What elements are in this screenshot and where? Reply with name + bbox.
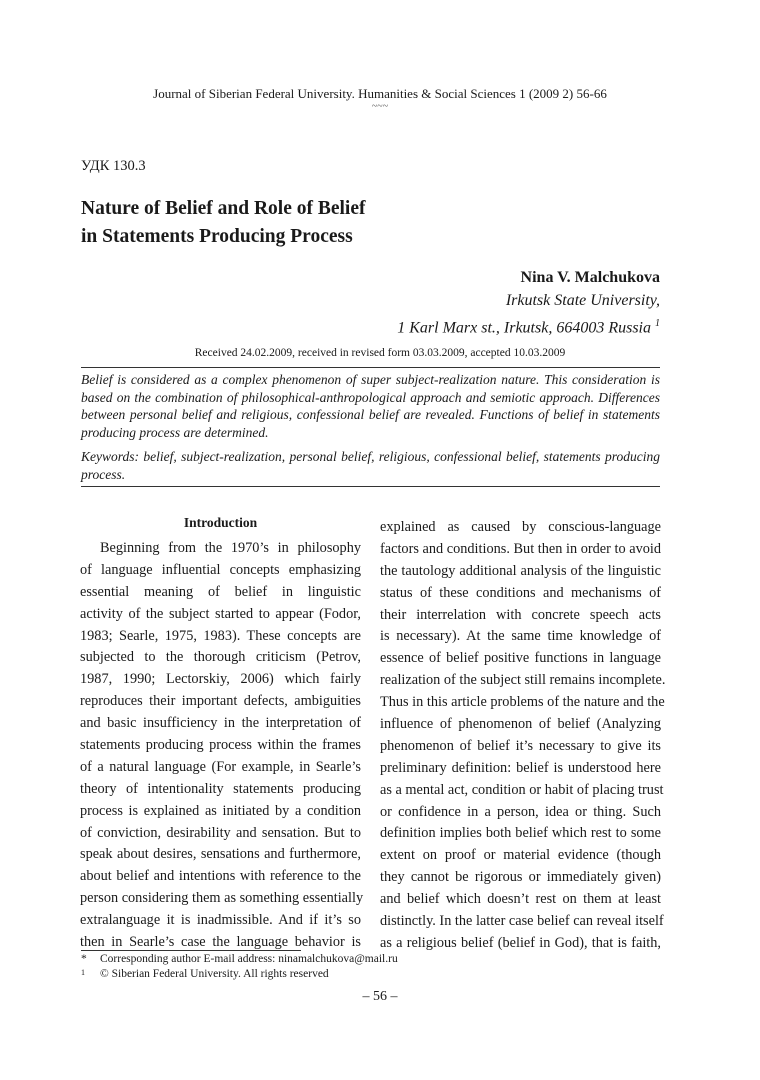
text-line: then in Searle’s case the language behavior is — [80, 934, 361, 951]
header-ornament: ~~~ — [371, 101, 389, 112]
text-line: distinctly. In the latter case belief can reveal itself — [380, 913, 664, 930]
page-number: – 56 – — [362, 989, 398, 1004]
text-line: extralanguage it is inadmissible. And if it’s so — [80, 912, 361, 929]
text-line: and basic insufficiency in the interpretation of — [80, 715, 361, 732]
footnote — [81, 953, 398, 965]
text-line: and belief which doesn’t rest on them at least — [380, 891, 661, 908]
author-block — [397, 266, 660, 339]
right-column — [380, 517, 666, 955]
text-line: subjected to the thorough criticism (Petrov, — [80, 649, 361, 666]
footnote-text: © Siberian Federal University. All rights reserved — [100, 968, 329, 980]
text-line: their interrelation with concrete speech acts — [380, 606, 661, 623]
text-line: Beginning from the 1970’s in philosophy — [100, 540, 361, 556]
text-line: as a mental act, condition or habit of placing trust — [380, 781, 664, 798]
text-line: of conviction, desirability and sensation. But to — [80, 824, 361, 841]
text-line: statements producing process within the frames — [80, 737, 361, 754]
text-line: essence of belief positive functions in language — [380, 650, 661, 667]
text-line: speak about desires, sensations and furthermore, — [80, 846, 361, 863]
text-line: person considering them as something essentially — [80, 890, 364, 907]
footnote-mark: 1 — [81, 968, 85, 977]
footnote-divider — [81, 950, 301, 951]
text-line: of language influential concepts emphasizing — [80, 561, 361, 578]
journal-header: Journal of Siberian Federal University. Humanities & Social Sciences 1 (2009 2) 56-66 — [153, 86, 607, 101]
text-line: phenomenon of belief it’s necessary to give its — [380, 737, 661, 754]
text-line: status of these conditions and mechanisms of — [380, 584, 661, 601]
divider — [81, 486, 660, 487]
text-line: as a religious belief (belief in God), that is faith, — [380, 934, 661, 951]
divider — [81, 367, 660, 368]
abstract: Belief is considered as a complex phenomenon of super subject-realization nature. This consideration is based on the combination of philosophical-anthropological approach and semiotic approach. Differences between personal belief and religious, confessional belief are revealed. Functions of belief in statements producing process are determined. — [81, 372, 660, 440]
author-address — [397, 312, 660, 339]
text-line: essential meaning of belief in linguistic — [80, 583, 361, 600]
text-line: is necessary). At the same time knowledge of — [380, 628, 661, 645]
text-line: or confidence in a person, idea or thing. Such — [380, 803, 661, 820]
text-line: explained as caused by conscious-language — [380, 519, 661, 535]
text-line: process is explained as initiated by a condition — [80, 802, 361, 819]
text-line: 1987, 1990; Lectorskiy, 2006) which fairly — [80, 671, 361, 688]
received-dates: Received 24.02.2009, received in revised form 03.03.2009, accepted 10.03.2009 — [194, 347, 566, 359]
keywords: Keywords: belief, subject-realization, personal belief, religious, confessional belief, statements producing process. — [81, 449, 660, 482]
text-line: they cannot be rigorous or immediately given) — [380, 869, 661, 886]
text-line: definition implies both belief which rest to some — [380, 825, 661, 842]
footnote-mark: * — [81, 953, 87, 965]
address-text: 1 Karl Marx st., Irkutsk, 664003 Russia — [397, 319, 651, 337]
text-line: extent on proof or material evidence (though — [380, 847, 661, 864]
article-title — [81, 195, 366, 251]
text-line: theory of intentionality statements producing — [80, 780, 361, 797]
text-line: about belief and intentions with reference to the — [80, 868, 361, 885]
text-line: factors and conditions. But then in order to avoid — [380, 540, 661, 557]
text-line: preliminary definition: belief is understood here — [380, 759, 661, 776]
author-affiliation: Irkutsk State University, — [505, 292, 660, 309]
text-line: activity of the subject started to appear (Fodor, — [80, 605, 361, 622]
footnote-text: Corresponding author E-mail address: ninamalchukova@mail.ru — [100, 953, 398, 965]
text-line: of a natural language (For example, in Searle’s — [80, 758, 361, 775]
udk-code: УДК 130.3 — [81, 158, 146, 174]
text-line: realization of the subject still remains incomplete. — [380, 672, 666, 689]
text-line: Thus in this article problems of the nature and the — [380, 694, 665, 711]
title-line: in Statements Producing Process — [81, 226, 353, 247]
section-heading: Introduction — [183, 515, 258, 530]
author-name: Nina V. Malchukova — [520, 269, 660, 286]
title-line: Nature of Belief and Role of Belief — [81, 198, 366, 219]
text-line: influence of phenomenon of belief (Analyzing — [380, 716, 661, 733]
left-column — [80, 512, 364, 954]
text-line: the tautology additional analysis of the linguistic — [380, 562, 661, 579]
text-line: reproduces their important defects, ambiguities — [80, 693, 361, 710]
text-line: 1983; Searle, 1975, 1983). These concepts are — [80, 627, 361, 644]
footnote — [81, 968, 329, 980]
footnote-mark: 1 — [655, 318, 660, 329]
